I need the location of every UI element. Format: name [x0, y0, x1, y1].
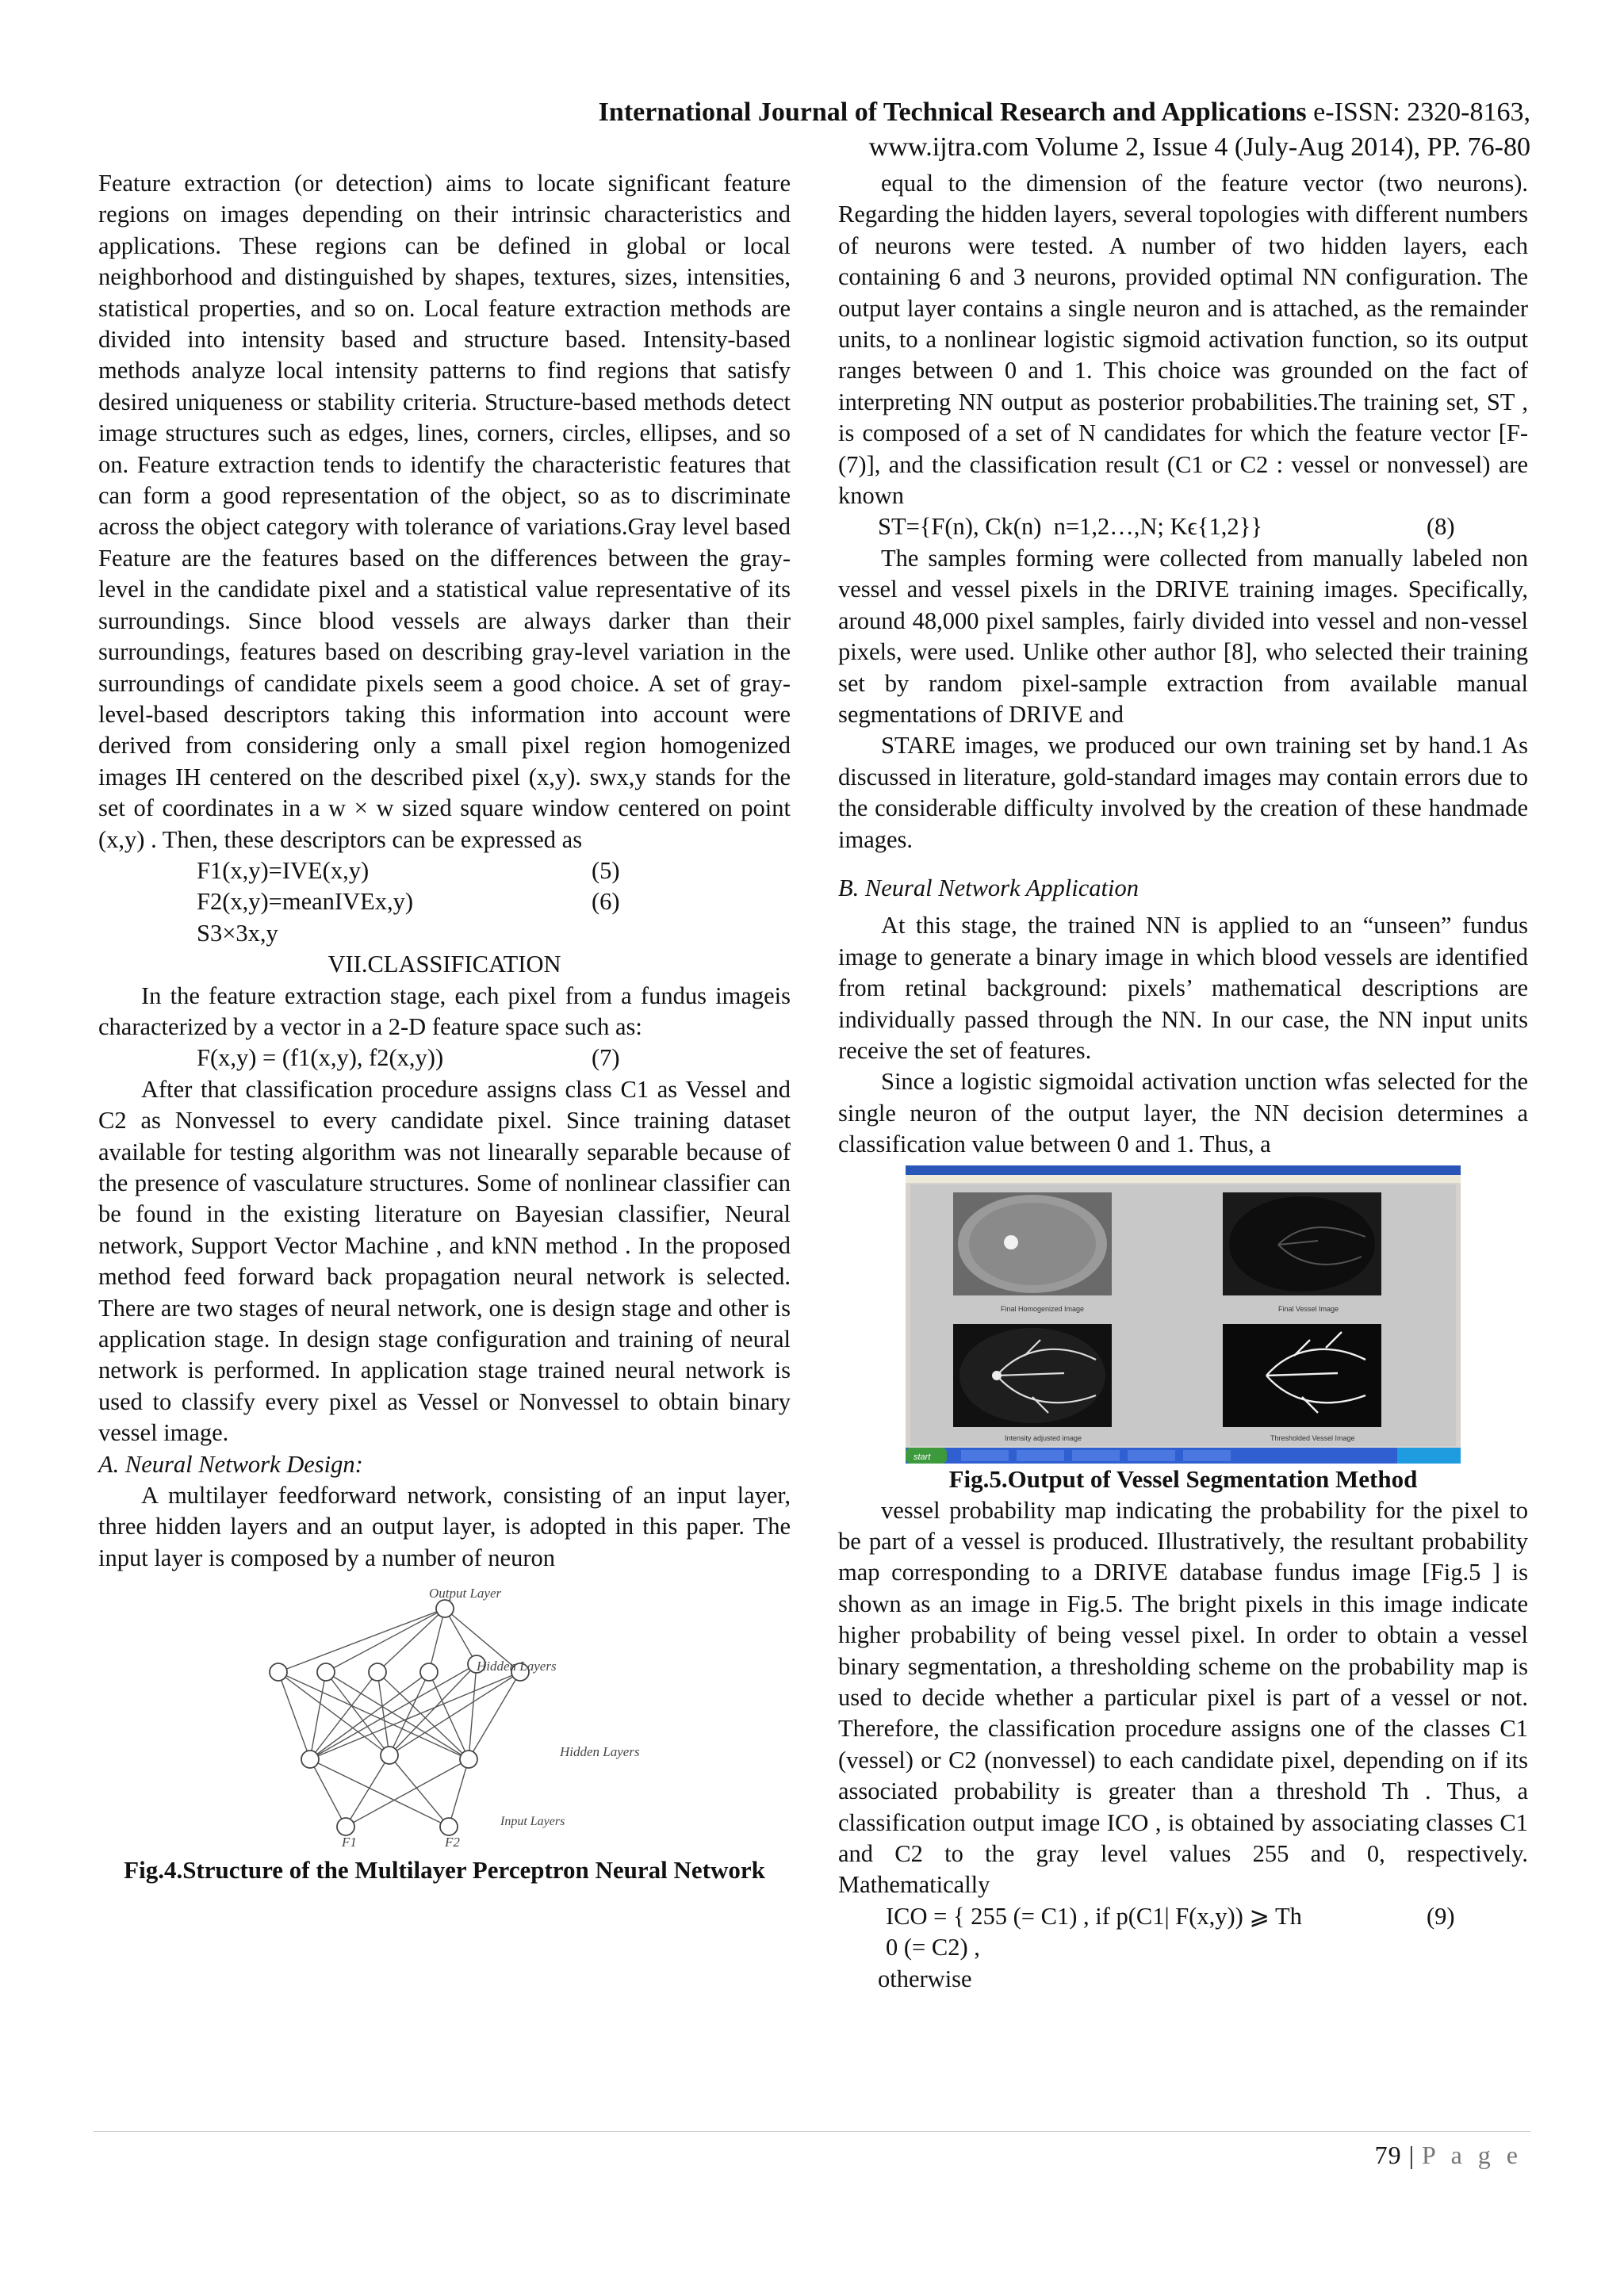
equation-8: ST={F(n), Ck(n) n=1,2…,N; Kϵ{1,2}} (8) [878, 513, 1455, 541]
mlp-neuron [369, 1663, 386, 1681]
vessel-segmentation-screenshot [906, 1165, 1461, 1464]
output-layer-label: Output Layer [428, 1586, 501, 1601]
page-number: 79 [1374, 2141, 1402, 2169]
mlp-connection [346, 1755, 389, 1827]
subsection-heading-design: A. Neural Network Design: [98, 1450, 363, 1478]
mlp-connection [278, 1609, 445, 1672]
mlp-neuron [270, 1663, 287, 1681]
figure-4-caption: Fig.4.Structure of the Multilayer Perceptron Neural Network [124, 1856, 765, 1885]
subsection-heading-application: B. Neural Network Application [838, 874, 1139, 901]
paragraph: A multilayer feedforward network, consisting of an input layer, three hidden layers and an output layer, is adopted in this paper. The input layer is composed by a number of neuron [98, 1482, 791, 1571]
mlp-connection [449, 1759, 469, 1827]
mlp-neuron [440, 1818, 458, 1835]
mlp-neuron [301, 1751, 319, 1768]
paragraph: The samples forming were collected from manually labeled non vessel and vessel pixels in the DRIVE training images. Specifically, around 48,000 pixel samples, fairly divided into vessel and non-vessel pixels, were used. Unlike other author [8], who selected their training set by random pixel-sample extraction from available manual segmentations of DRIVE and [838, 544, 1528, 728]
footer-divider [94, 2131, 1530, 2132]
paragraph: equal to the dimension of the feature vector (two neurons). Regarding the hidden layers, several topologies with different numbers of neurons were tested. A number of two hidden layers, each containing 6 and 3 neurons, provided optimal NN configuration. The output layer contains a single neuron and is attached, as the remainder units, to a nonlinear logistic sigmoid activation function, so its output ranges between 0 and 1. This choice was grounded on the fact of interpreting NN output as posterior probabilities.The training set, ST , is composed of a set of N candidates for which the feature vector [F- (7)], and the classification result (C1 or C2 : vessel or nonvessel) are known [838, 170, 1528, 510]
mlp-connection [429, 1672, 469, 1759]
panel-label-3: Intensity adjusted image [1005, 1433, 1082, 1442]
input-f2-label: F2 [444, 1835, 460, 1850]
mlp-connection [310, 1664, 477, 1759]
hidden-layer-label-2: Hidden Layers [559, 1744, 640, 1760]
paragraph: STARE images, we produced our own training set by hand.1 As discussed in literature, gold-standard images may contain errors due to the considerable difficulty involved by the creation of these handmade images. [838, 732, 1528, 853]
equation-9-otherwise: otherwise [878, 1965, 972, 1992]
panel-label-4: Thresholded Vessel Image [1270, 1433, 1355, 1442]
panel-label-1: Final Homogenized Image [1001, 1304, 1085, 1313]
mlp-neuron [317, 1663, 335, 1681]
journal-title: International Journal of Technical Research and Applications [598, 98, 1307, 127]
right-column [838, 168, 1528, 1995]
journal-volume-line: www.ijtra.com Volume 2, Issue 4 (July-Aug 2014), PP. 76-80 [868, 132, 1530, 162]
equation-7: F(x,y) = (f1(x,y), f2(x,y)) (7) [197, 1044, 620, 1072]
paragraph: Since a logistic sigmoidal activation unction wfas selected for the single neuron of the output layer, the NN decision determines a classification value between 0 and 1. Thus, a [838, 1068, 1528, 1158]
mlp-connection [310, 1672, 326, 1759]
mlp-connection [310, 1672, 520, 1759]
equation-6-subscript: S3×3x,y [197, 919, 278, 947]
panel-label-2: Final Vessel Image [1278, 1304, 1339, 1313]
mlp-structure-figure [207, 1577, 683, 1854]
mlp-neuron [381, 1747, 398, 1764]
mlp-connection [278, 1672, 310, 1759]
left-column [98, 168, 791, 1886]
mlp-connection [469, 1672, 520, 1759]
figure-5-caption: Fig.5.Output of Vessel Segmentation Method [948, 1464, 1418, 1493]
mlp-connection [326, 1672, 469, 1759]
mlp-neuron [436, 1600, 454, 1617]
paragraph: In the feature extraction stage, each pixel from a fundus imageis characterized by a vector in a 2-D feature space such as: [98, 982, 791, 1040]
hidden-layer-label-1: Hidden Layers [476, 1659, 557, 1674]
page-footer: 79 | P a g e [1374, 2141, 1522, 2169]
equation-9: ICO = { 255 (= C1) , if p(C1| F(x,y)) ⩾ Th (9) [886, 1902, 1455, 1930]
paragraph: Feature extraction (or detection) aims to locate significant feature regions on images depending on their intrinsic characteristics and applications. These regions can be defined in global or local neighborhood and distinguished by shapes, textures, sizes, intensities, statistical properties, and so on. Local feature extraction methods are divided into intensity based and structure based. Intensity-based methods analyze local intensity patterns to find regions that satisfy desired uniqueness or stability criteria. Structure-based methods detect image structures such as edges, lines, corners, circles, ellipses, and so on. Feature extraction tends to identify the characteristic features that can form a good representation of the object, so as to discriminate across the object category with tolerance of variations.Gray level based Feature are the features based on the differences between the gray-level in the candidate pixel and a statistical value representative of its surroundings. Since blood vessels are always darker than their surroundings, features based on describing gray-level variation in the surroundings of candidate pixels seem a good choice. A set of gray-level-based descriptors taking this information into account were derived from considering only a small pixel region homogenized images IH centered on the described pixel (x,y). swx,y stands for the set of coordinates in a w × w sized square window centered on point (x,y) . Then, these descriptors can be expressed as [98, 170, 791, 853]
mlp-connection [469, 1664, 477, 1759]
input-layer-label: Input Layers [500, 1815, 565, 1829]
mlp-neuron [420, 1663, 438, 1681]
mlp-connection [310, 1759, 449, 1827]
mlp-connection [429, 1609, 445, 1672]
mlp-connection [310, 1672, 429, 1759]
taskbar-start: start [914, 1452, 931, 1462]
mlp-connection [310, 1672, 377, 1759]
mlp-connection [326, 1672, 389, 1755]
mlp-connection [346, 1759, 469, 1827]
equation-5: F1(x,y)=IVE(x,y) (5) [197, 856, 620, 884]
paragraph: At this stage, the trained NN is applied to an “unseen” fundus image to generate a binary image in which blood vessels are identified from retinal background: pixels’ mathematical descriptions are individually passed through the NN. In our case, the NN input units receive the set of features. [838, 912, 1528, 1064]
equation-9-case-2: 0 (= C2) , [886, 1934, 980, 1961]
equation-6: F2(x,y)=meanIVEx,y) (6) [197, 888, 620, 916]
page-word: P a g e [1421, 2141, 1522, 2169]
mlp-connection [310, 1759, 346, 1827]
mlp-connection [326, 1609, 445, 1672]
mlp-connection [445, 1609, 477, 1664]
mlp-neuron [337, 1818, 354, 1835]
mlp-connection [377, 1609, 445, 1672]
mlp-neuron [460, 1751, 477, 1768]
mlp-connection [389, 1755, 449, 1827]
page-header [599, 95, 1530, 165]
paragraph: After that classification procedure assigns class C1 as Vessel and C2 as Nonvessel to every candidate pixel. Since training dataset available for testing algorithm was not linearally separable because of the presence of vasculature structures. Some of nonlinear classifier can be found in the existing literature on Bayesian classifier, Neural network, Support Vector Machine , and kNN method . In the proposed method feed forward back propagation neural network is selected. There are two stages of neural network, one is design stage and other is application stage. In design stage configuration and training of neural network is performed. In application stage trained neural network is used to classify every pixel as Vessel or Nonvessel to obtain binary vessel image. [98, 1075, 791, 1447]
section-heading-classification: VII.CLASSIFICATION [327, 951, 561, 978]
journal-issn: e-ISSN: 2320-8163, [1306, 98, 1530, 127]
paragraph: vessel probability map indicating the probability for the pixel to be part of a vessel is produced. Illustratively, the resultant probability map corresponding to a DRIVE database fundus image [Fig.5 ] is shown as an image in Fig.5. The bright pixels in this image indicate higher probability of being vessel pixel. In order to obtain a vessel binary segmentation, a thresholding scheme on the probability map is used to decide whether a particular pixel is part of a vessel or not. Therefore, the classification procedure assigns one of the classes C1 (vessel) or C2 (nonvessel) to each candidate pixel, depending on if its associated probability is greater than a threshold Th . Thus, a classification output image ICO , is obtained by associating classes C1 and C2 to the gray level values 255 and 0, respectively. Mathematically [838, 1496, 1528, 1899]
input-f1-label: F1 [341, 1835, 357, 1850]
